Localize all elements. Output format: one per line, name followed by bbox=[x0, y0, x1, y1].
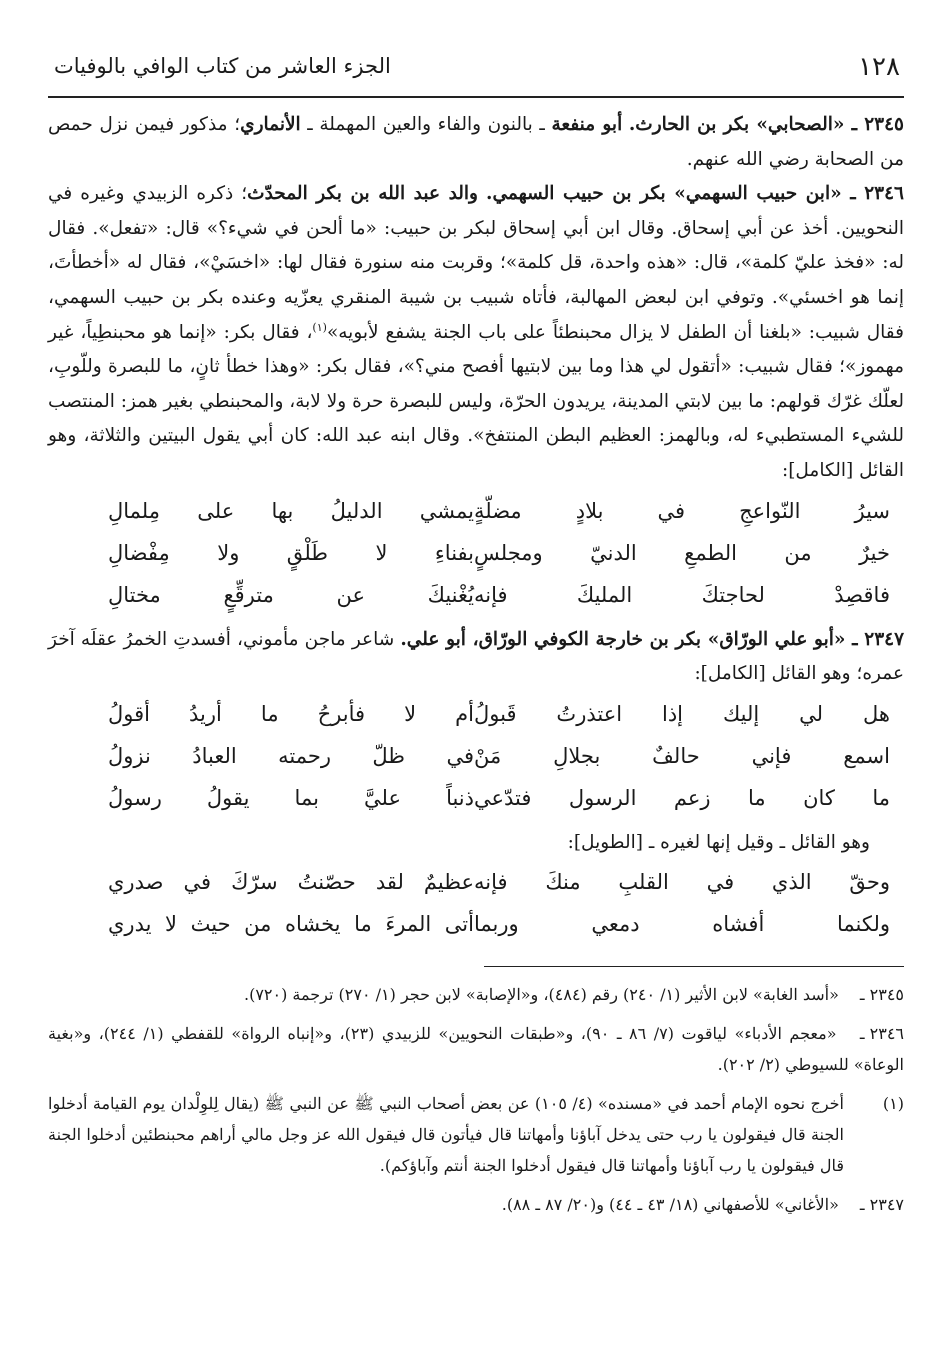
book-title: الجزء العاشر من كتاب الوافي بالوفيات bbox=[54, 54, 391, 78]
footnote-number: ٢٣٤٦ ـ bbox=[859, 1023, 905, 1043]
hemistich-second: أتى المرءَ ما يخشاه من حيث لا يدري bbox=[108, 912, 474, 937]
verse bbox=[48, 533, 904, 575]
verse bbox=[48, 904, 904, 946]
footnote bbox=[48, 979, 904, 1010]
verse bbox=[48, 862, 904, 904]
verse bbox=[48, 491, 904, 533]
entry-paragraph bbox=[48, 177, 904, 488]
poem bbox=[48, 491, 904, 617]
verse bbox=[48, 736, 904, 778]
footnote-number: ٢٣٤٥ ـ bbox=[859, 984, 904, 1004]
footnote-number: ٢٣٤٧ ـ bbox=[859, 1194, 904, 1214]
footnote-text: «أسد الغابة» لابن الأثير (١/ ٢٤٠) رقم (٤٨٤)، و«الإصابة» لابن حجر (١/ ٢٧٠) ترجمة (٧٢٠). bbox=[243, 984, 839, 1004]
verse bbox=[48, 575, 904, 617]
page-number: ١٢٨ bbox=[858, 52, 900, 82]
footnote-text: «الأغاني» للأصفهاني (١٨/ ٤٣ ـ ٤٤) و(٢٠/ ٨٧ ـ ٨٨). bbox=[501, 1194, 839, 1214]
hemistich-first: ما كان ما زعم الرسول فتدّعي bbox=[474, 786, 890, 811]
verse bbox=[48, 694, 904, 736]
page bbox=[48, 40, 904, 1228]
entry-kunya: أبو منفعة bbox=[551, 114, 623, 135]
footnote-text: أخرج نحوه الإمام أحمد في «مسنده» (٤/ ١٠٥) عن بعض أصحاب النبي ﷺ عن النبي ﷺ (يقال لِلوِلْدان يوم القيامة أدخلوا الجنة قال فيقولون يا رب حتى يدخل آباؤنا وأمهاتنا قال فيأتون قال فيقول الله عز وجل مالي أراهم محبنطئين أدخلوا الجنة قال فيقولون يا رب آباؤنا وأمهاتنا قال فيقول أدخلوا الجنة أنتم وآباؤكم). bbox=[48, 1093, 845, 1175]
entry-paragraph bbox=[48, 108, 904, 177]
hemistich-first: سيرُ النّواعجِ في بلادٍ مضلّةٍ bbox=[474, 499, 890, 524]
footnote-divider bbox=[484, 966, 904, 967]
footnote bbox=[48, 1088, 904, 1181]
hemistich-second: يُغْنيكَ عن مترقِّعٍ مختالِ bbox=[108, 583, 474, 608]
footnote-ref[interactable]: (١) bbox=[312, 320, 327, 334]
hemistich-first: اسمع فإني حالفٌ بجلالِ مَنْ bbox=[474, 744, 890, 769]
footnote-number: (١) bbox=[882, 1093, 904, 1113]
spacer bbox=[478, 183, 486, 204]
entry-text: ، فقال بكر: «إنما هو محبنطِياً، غير مهموز»؛ فقال شبيب: «أتقول لي هذا وما بين لابتيها أفصح مني؟»، فقال بكر: «وهذا خطأ ثانٍ، ما للبصرة وللّوبِ، لعلّك غرّك قولهم: ما بين لابتي المدينة، يريدون الحرّة، وليس للبصرة حرة ولا لابة، والمحبنطي بغير همز: المنتصب للشيء المستطبيء له، وبالهمز: العظيم البطن المنتفخ». وقال ابنه عبد الله: كان أبي يقول البيتين والثلاثة، وهو القائل [الكامل]: bbox=[48, 321, 904, 481]
hemistich-first: هل لي إليك إذا اعتذرتُ قَبولُ bbox=[474, 702, 890, 727]
footnote bbox=[48, 1018, 904, 1080]
hemistich-first: ولكنما أفشاه دمعي وربما bbox=[474, 912, 890, 937]
entry-2347 bbox=[48, 623, 904, 946]
hemistich-first: وحقّ الذي في القلبِ منكَ فإنه bbox=[474, 870, 890, 895]
entry-nickname: «الصحابي» bbox=[756, 114, 845, 135]
poem bbox=[48, 862, 904, 946]
main-text bbox=[48, 108, 904, 1220]
spacer bbox=[622, 114, 629, 135]
hemistich-second: يمشي الدليلُ بها على مِلمالِ bbox=[108, 499, 474, 524]
entry-name: بكر بن الحارث. bbox=[628, 114, 757, 135]
hemistich-second: في ظلّ رحمته العبادُ نزولُ bbox=[108, 744, 474, 769]
hemistich-second: أم لا فأبرحُ ما أريدُ أقولُ bbox=[108, 702, 474, 727]
footnote-text: «معجم الأدباء» لياقوت (٧/ ٨٦ ـ ٩٠)، و«طبقات النحويين» للزبيدي (٢٣)، و«إنباه الرواة» للقفطي (١/ ٢٤٤)، و«بغية الوعاة» للسيوطي (٢/ ٢٠٢). bbox=[48, 1023, 904, 1074]
entry-nickname: «ابن حبيب السهمي» bbox=[674, 183, 842, 205]
entry-nickname: «أبو علي الورّاق» bbox=[707, 628, 846, 650]
entry-number: ٢٣٤٥ ـ bbox=[844, 114, 904, 135]
verse bbox=[48, 778, 904, 820]
hemistich-first: فاقصِدْ لحاجتكَ المليكَ فإنه bbox=[474, 583, 890, 608]
hemistich-first: خيرٌ من الطمعِ الدنيّ ومجلسٍ bbox=[474, 541, 890, 566]
poem-intro: وهو القائل ـ وقيل إنها لغيره ـ [الطويل]: bbox=[567, 831, 870, 853]
running-header bbox=[48, 40, 904, 98]
hemistich-second: بفناءِ لا طَلْقٍ ولا مِفْضالِ bbox=[108, 541, 474, 566]
entry-name: بكر بن خارجة الكوفي الورّاق، أبو علي. bbox=[400, 628, 708, 650]
entry-nisba: الأنماري bbox=[240, 114, 301, 135]
entry-name: بكر بن حبيب السهمي. bbox=[486, 183, 675, 205]
entry-text: ؛ مذكور فيمن نزل حمص من الصحابة رضي الله عنهم. bbox=[48, 114, 904, 170]
entry-2345 bbox=[48, 108, 904, 177]
entry-number: ٢٣٤٧ ـ bbox=[845, 628, 905, 650]
entry-text: ـ بالنون والفاء والعين المهملة ـ bbox=[300, 114, 552, 135]
hemistich-second: ذنباً عليَّ بما يقولُ رسولُ bbox=[108, 786, 474, 811]
entry-father: والد عبد الله بن بكر المحدّث bbox=[247, 183, 478, 205]
entry-text: ؛ ذكره الزبيدي وغيره في النحويين. أخذ عن أبي إسحاق. وقال ابن أبي إسحاق لبكر بن حبيب: «ما ألحن في شيء؟» قال: «تفعل». فقال له: «فخذ عليّ كلمة»، قال: «هذه واحدة، قل كلمة»؛ وقربت منه سنورة فقال لها: «اخسَيْ»، فقال له «أخطأتَ، إنما هو اخسئي». وتوفي ابن لبعض المهالبة، فأتاه شبيب بن شيبة المنقري يعزّيه وعنده بكر بن حبيب السهمي، فقال شبيب: «بلغنا أن الطفل لا يزال محبنطئاً على باب الجنة يشفع لأبويه» bbox=[48, 183, 904, 343]
hemistich-second: عظيمٌ لقد حصّنتُ سرّكَ في صدري bbox=[108, 870, 474, 895]
poem bbox=[48, 694, 904, 820]
entry-paragraph bbox=[48, 623, 904, 692]
entry-2346 bbox=[48, 177, 904, 616]
footnote bbox=[48, 1189, 904, 1220]
entry-number: ٢٣٤٦ ـ bbox=[841, 183, 904, 205]
entry-text: شاعر ماجن مأموني، أفسدتِ الخمرُ عقلَه آخرَ عمره؛ وهو القائل [الكامل]: bbox=[48, 628, 904, 685]
